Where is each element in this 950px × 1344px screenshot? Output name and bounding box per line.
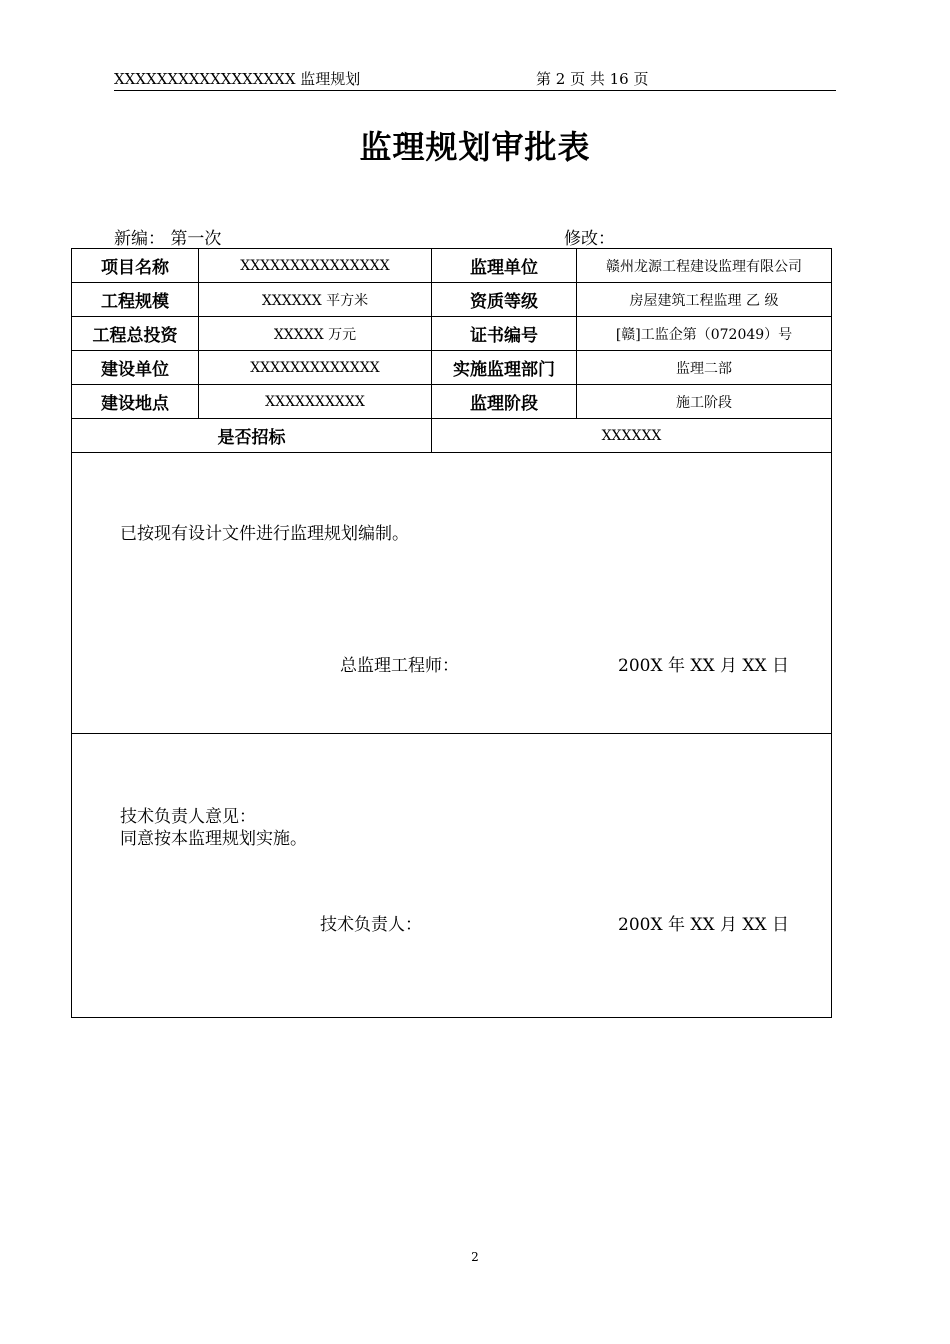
table-row <box>72 283 832 317</box>
table-row <box>72 734 832 1018</box>
planning-statement: 已按现有设计文件进行监理规划编制。 <box>120 524 409 544</box>
value-certificate-no: [赣]工监企第（072049）号 <box>577 317 832 351</box>
chief-engineer-label: 总监理工程师： <box>340 656 459 676</box>
header-page-info: 第 2 页 共 16 页 <box>536 70 649 88</box>
technical-director-section <box>72 734 832 1018</box>
revision-label: 修改： <box>564 229 615 249</box>
label-certificate-no: 证书编号 <box>432 317 577 351</box>
value-qualification: 房屋建筑工程监理 乙 级 <box>577 283 832 317</box>
edition-label: 新编： <box>114 229 165 249</box>
value-total-investment: XXXXX 万元 <box>199 317 432 351</box>
chief-engineer-date: 200X 年 XX 月 XX 日 <box>618 656 789 676</box>
page-title: 监理规划审批表 <box>359 128 591 166</box>
page-header <box>114 68 836 91</box>
opinion-label: 技术负责人意见： <box>120 807 256 827</box>
value-project-scale: XXXXXX 平方米 <box>199 283 432 317</box>
table-row <box>72 385 832 419</box>
label-supervision-dept: 实施监理部门 <box>432 351 577 385</box>
label-qualification: 资质等级 <box>432 283 577 317</box>
label-project-scale: 工程规模 <box>72 283 199 317</box>
label-project-name: 项目名称 <box>72 249 199 283</box>
value-supervision-stage: 施工阶段 <box>577 385 832 419</box>
table-row <box>72 419 832 453</box>
chief-engineer-section <box>72 453 832 734</box>
value-construction-unit: XXXXXXXXXXXXX <box>199 351 432 385</box>
table-row <box>72 453 832 734</box>
value-project-name: XXXXXXXXXXXXXXX <box>199 249 432 283</box>
table-row <box>72 317 832 351</box>
header-document-name: XXXXXXXXXXXXXXXXX 监理规划 <box>114 70 361 88</box>
opinion-text: 同意按本监理规划实施。 <box>120 829 307 849</box>
label-supervision-unit: 监理单位 <box>432 249 577 283</box>
value-supervision-dept: 监理二部 <box>577 351 832 385</box>
label-supervision-stage: 监理阶段 <box>432 385 577 419</box>
value-supervision-unit: 赣州龙源工程建设监理有限公司 <box>577 249 832 283</box>
label-total-investment: 工程总投资 <box>72 317 199 351</box>
page-number: 2 <box>471 1250 479 1264</box>
edition-line <box>114 224 221 249</box>
table-row <box>72 249 832 283</box>
value-tender: XXXXXX <box>432 419 832 453</box>
label-tender: 是否招标 <box>72 419 432 453</box>
label-construction-site: 建设地点 <box>72 385 199 419</box>
technical-director-label: 技术负责人： <box>320 915 422 935</box>
value-construction-site: XXXXXXXXXX <box>199 385 432 419</box>
edition-value: 第一次 <box>170 229 222 249</box>
table-row <box>72 351 832 385</box>
technical-director-date: 200X 年 XX 月 XX 日 <box>618 915 789 935</box>
label-construction-unit: 建设单位 <box>72 351 199 385</box>
approval-table <box>71 248 832 1018</box>
